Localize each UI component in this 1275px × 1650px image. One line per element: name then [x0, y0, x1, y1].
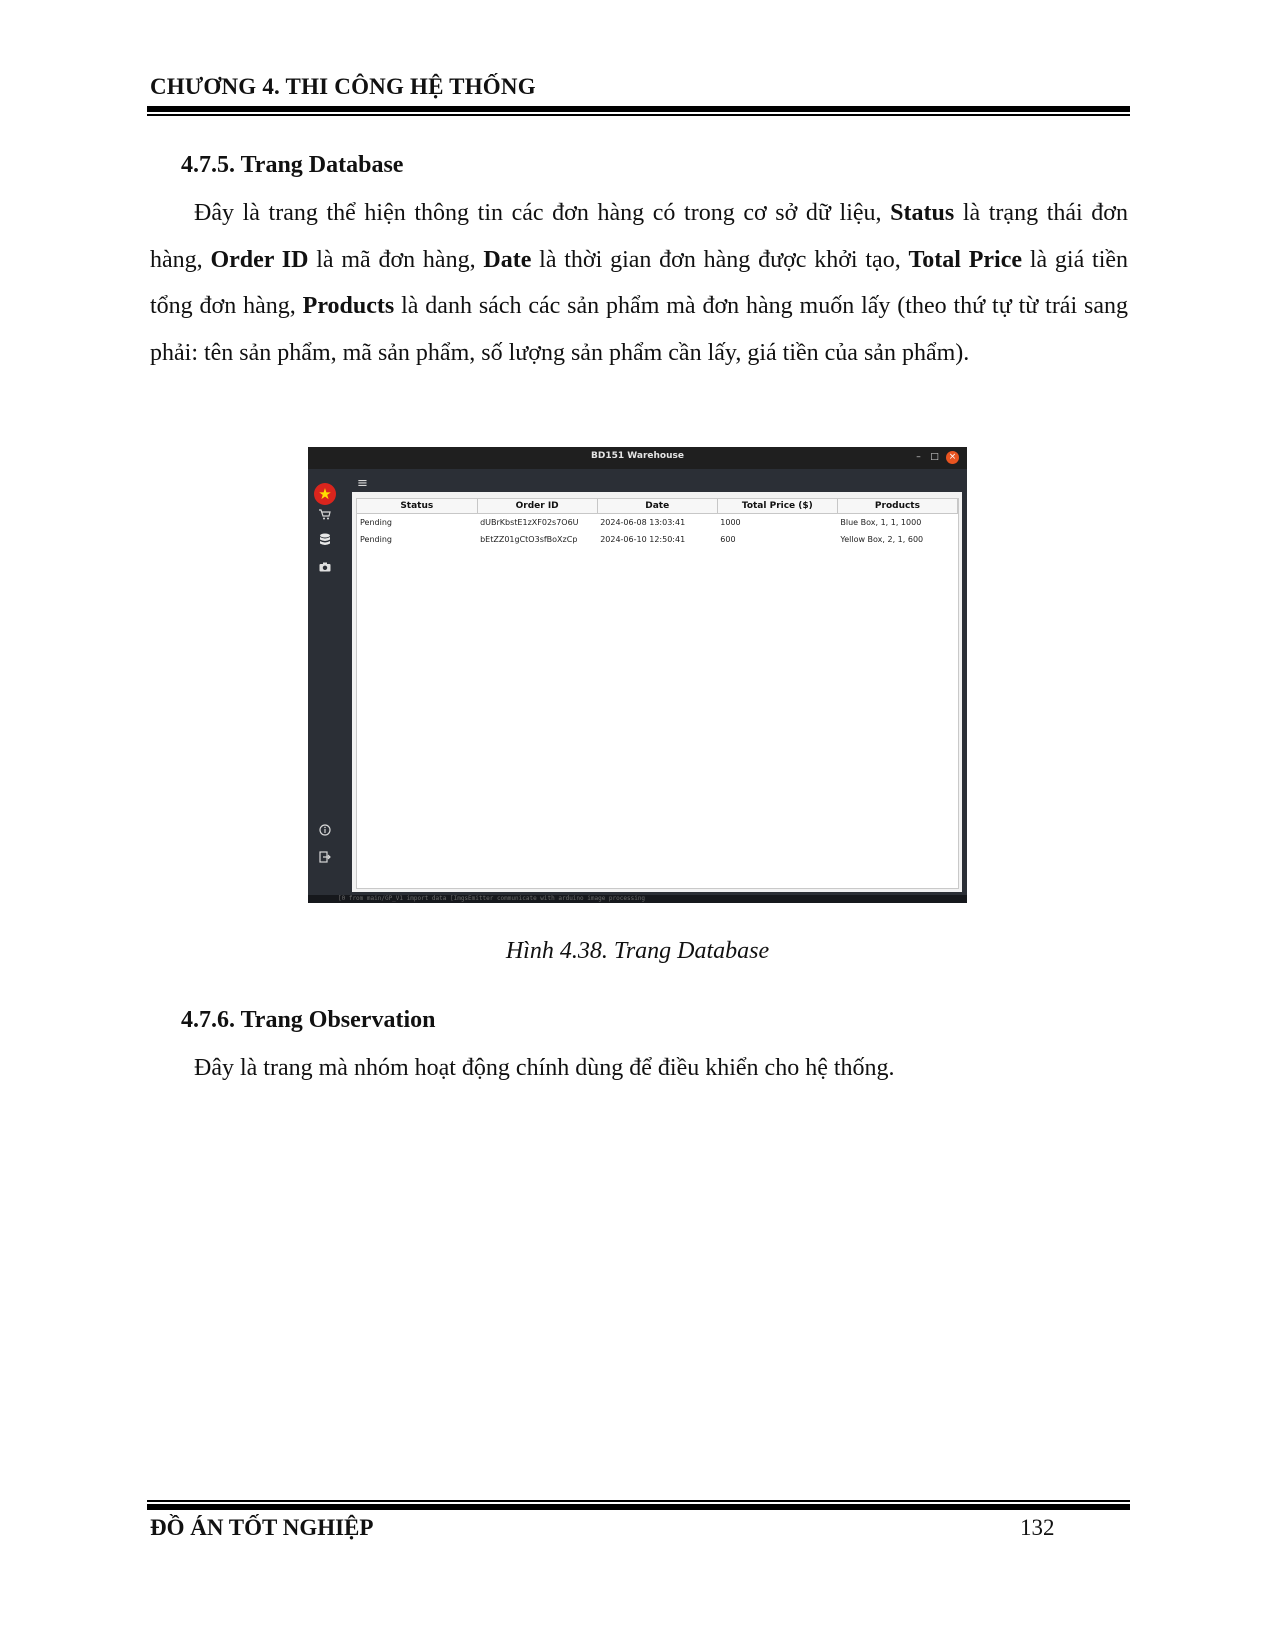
text-run: là danh sách các sản phẩm mà đơn hàng muốn lấy (theo thứ tự từ trái sang phải: tên sản phẩm, mã sản phẩm, số lượng sản phẩm cần lấy, giá tiền của sản phẩm).	[150, 293, 1128, 366]
cell-products: Blue Box, 1, 1, 1000	[840, 518, 922, 527]
page-header-title: CHƯƠNG 4. THI CÔNG HỆ THỐNG	[150, 74, 536, 99]
text-run: là mã đơn hàng,	[308, 246, 484, 273]
cart-icon[interactable]	[316, 509, 334, 525]
paragraph-observation-description	[150, 1045, 1128, 1092]
column-header-products[interactable]: Products	[837, 499, 957, 514]
minimize-button[interactable]: –	[916, 452, 921, 462]
cell-products: Yellow Box, 2, 1, 600	[840, 535, 924, 544]
cell-date: 2024-06-08 13:03:41	[600, 518, 686, 527]
term-status: Status	[890, 200, 955, 226]
logout-icon[interactable]	[316, 851, 334, 867]
header-rule-thin	[147, 114, 1130, 116]
text-run: là giá tiền tổng đơn hàng,	[150, 246, 1129, 319]
section-heading-observation: 4.7.6. Trang Observation	[181, 1007, 436, 1033]
paragraph-database-description	[150, 190, 1128, 376]
cell-status: Pending	[360, 535, 392, 544]
column-header-status[interactable]: Status	[357, 499, 477, 514]
cell-order-id: bEtZZ01gCtO3sfBoXzCp	[480, 535, 578, 544]
cell-date: 2024-06-10 12:50:41	[600, 535, 686, 544]
hamburger-menu-icon[interactable]: ≡	[357, 476, 368, 491]
figure-app-screenshot	[308, 447, 967, 903]
cell-total-price: 600	[720, 535, 736, 544]
orders-table-panel	[356, 498, 959, 889]
term-order-id: Order ID	[210, 246, 309, 273]
terminal-strip: [0 from main/GP_V1 import data [ImgsEmitter communicate with arduino image processing	[308, 895, 967, 903]
table-row[interactable]	[357, 531, 958, 548]
cell-total-price: 1000	[720, 518, 741, 527]
column-header-date[interactable]: Date	[597, 499, 717, 514]
term-products: Products	[302, 293, 395, 319]
vietnam-flag-logo-icon: ★	[314, 483, 336, 505]
footer-title: ĐỒ ÁN TỐT NGHIỆP	[150, 1515, 374, 1540]
footer-rule-thin	[147, 1500, 1130, 1502]
sidebar	[308, 469, 342, 895]
column-header-order-id[interactable]: Order ID	[477, 499, 597, 514]
term-date: Date	[483, 246, 532, 273]
close-button[interactable]: ×	[946, 451, 959, 464]
orders-table	[357, 499, 958, 548]
cell-order-id: dUBrKbstE1zXF02s7O6U	[480, 518, 579, 527]
page-number: 132	[1020, 1515, 1055, 1540]
column-header-total-price[interactable]: Total Price ($)	[717, 499, 837, 514]
table-row[interactable]	[357, 514, 958, 532]
text-run: Đây là trang mà nhóm hoạt động chính dùng để điều khiển cho hệ thống.	[194, 1055, 895, 1081]
info-icon[interactable]	[316, 824, 334, 840]
text-run: là trạng thái đơn hàng,	[150, 200, 1128, 273]
cell-status: Pending	[360, 518, 392, 527]
window-titlebar	[308, 447, 967, 469]
text-run: là thời gian đơn hàng được khởi tạo,	[531, 246, 909, 273]
maximize-button[interactable]: □	[930, 452, 939, 462]
table-header-row	[357, 499, 958, 514]
figure-caption: Hình 4.38. Trang Database	[505, 938, 770, 964]
term-total-price: Total Price	[908, 246, 1023, 273]
camera-icon[interactable]	[316, 561, 334, 577]
database-icon[interactable]	[316, 533, 334, 549]
section-heading-database: 4.7.5. Trang Database	[181, 152, 404, 178]
footer-rule-thick	[147, 1504, 1130, 1510]
text-run: Đây là trang thể hiện thông tin các đơn hàng có trong cơ sở dữ liệu,	[194, 200, 891, 226]
window-title: BD151 Warehouse	[591, 451, 684, 461]
header-rule-thick	[147, 106, 1130, 112]
